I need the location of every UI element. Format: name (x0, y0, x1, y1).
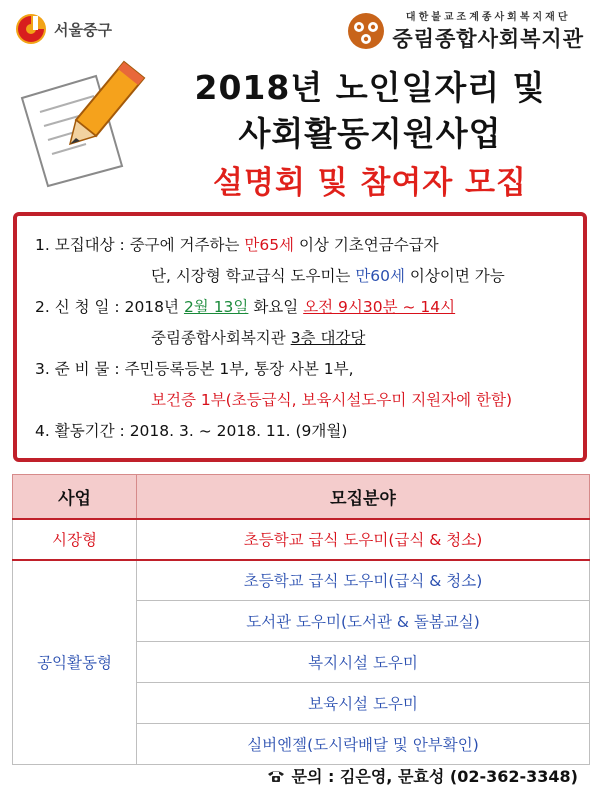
period-value: 2018. 3. ~ 2018. 11. (9개월) (129, 422, 348, 440)
table-row (13, 560, 590, 601)
public-type-cell: 공익활동형 (13, 560, 137, 765)
market-type-cell: 시장형 (13, 519, 137, 560)
info-target-sub-row (35, 261, 571, 292)
foundation-name: 대한불교조계종사회복지재단 (405, 12, 571, 23)
date-day: 2월 13일 (183, 298, 249, 316)
info-box (13, 212, 587, 462)
date-label: 2. 신 청 일 : (35, 298, 125, 316)
table-header-field: 모집분야 (137, 475, 590, 519)
target-age: 만65세 (244, 236, 295, 254)
table-row (13, 519, 590, 560)
sub-text-a: 단, 시장형 학교급식 도우미는 (151, 267, 356, 285)
seoul-junggu-logo (14, 12, 112, 46)
welfare-center-logo (346, 8, 584, 53)
title-line-3: 설명회 및 참여자 모집 (213, 165, 527, 201)
buddhist-emblem-icon (346, 11, 386, 51)
junggu-logo-icon (14, 12, 48, 46)
date-text-b: 화요일 (248, 298, 304, 316)
date-time: 오전 9시30분 ~ 14시 (303, 298, 456, 316)
title-line-1: 2018년 노인일자리 및 (194, 68, 546, 107)
info-date-row (35, 292, 571, 323)
prep-text-a: 주민등록등본 1부, 통장 사본 1부, (124, 360, 354, 378)
contact-text: 문의 : 김은영, 문효성 (02-362-3348) (291, 767, 578, 786)
phone-icon (267, 769, 285, 783)
market-field-cell: 초등학교 급식 도우미(급식 & 청소) (137, 519, 590, 560)
public-field-cell: 복지시설 도우미 (137, 642, 590, 683)
public-field-cell: 보육시설 도우미 (137, 683, 590, 724)
prep-label: 3. 준 비 물 : (35, 360, 125, 378)
target-label: 1. 모집대상 : (35, 236, 130, 254)
target-text-a: 중구에 거주하는 (129, 236, 245, 254)
district-name: 서울중구 (54, 20, 112, 39)
target-text-b: 이상 기초연금수급자 (294, 236, 439, 254)
info-target-row (35, 230, 571, 261)
title-line-2: 사회활동지원사업 (238, 114, 502, 153)
sub-age: 만60세 (355, 267, 405, 285)
place-room: 3층 대강당 (290, 329, 366, 347)
table-header-row (13, 475, 590, 519)
place-text-a: 중림종합사회복지관 (151, 329, 291, 347)
sub-text-b: 이상이면 가능 (404, 267, 505, 285)
public-field-cell: 실버엔젤(도시락배달 및 안부확인) (137, 724, 590, 765)
organization-name: 중림종합사회복지관 (392, 27, 584, 51)
info-prep-row (35, 354, 571, 385)
prep-text-b: 보건증 1부(초등급식, 보육시설도우미 지원자에 한함) (151, 391, 513, 409)
info-place-row (35, 323, 571, 354)
info-period-row (35, 416, 571, 447)
date-text-a: 2018년 (124, 298, 184, 316)
contact-line (267, 764, 578, 787)
public-field-cell: 초등학교 급식 도우미(급식 & 청소) (137, 560, 590, 601)
recruitment-table (12, 474, 590, 765)
info-prep-sub-row (35, 385, 571, 416)
table-header-business: 사업 (13, 475, 137, 519)
public-field-cell: 도서관 도우미(도서관 & 돌봄교실) (137, 601, 590, 642)
pencil-paper-icon (14, 58, 154, 188)
period-label: 4. 활동기간 : (35, 422, 130, 440)
